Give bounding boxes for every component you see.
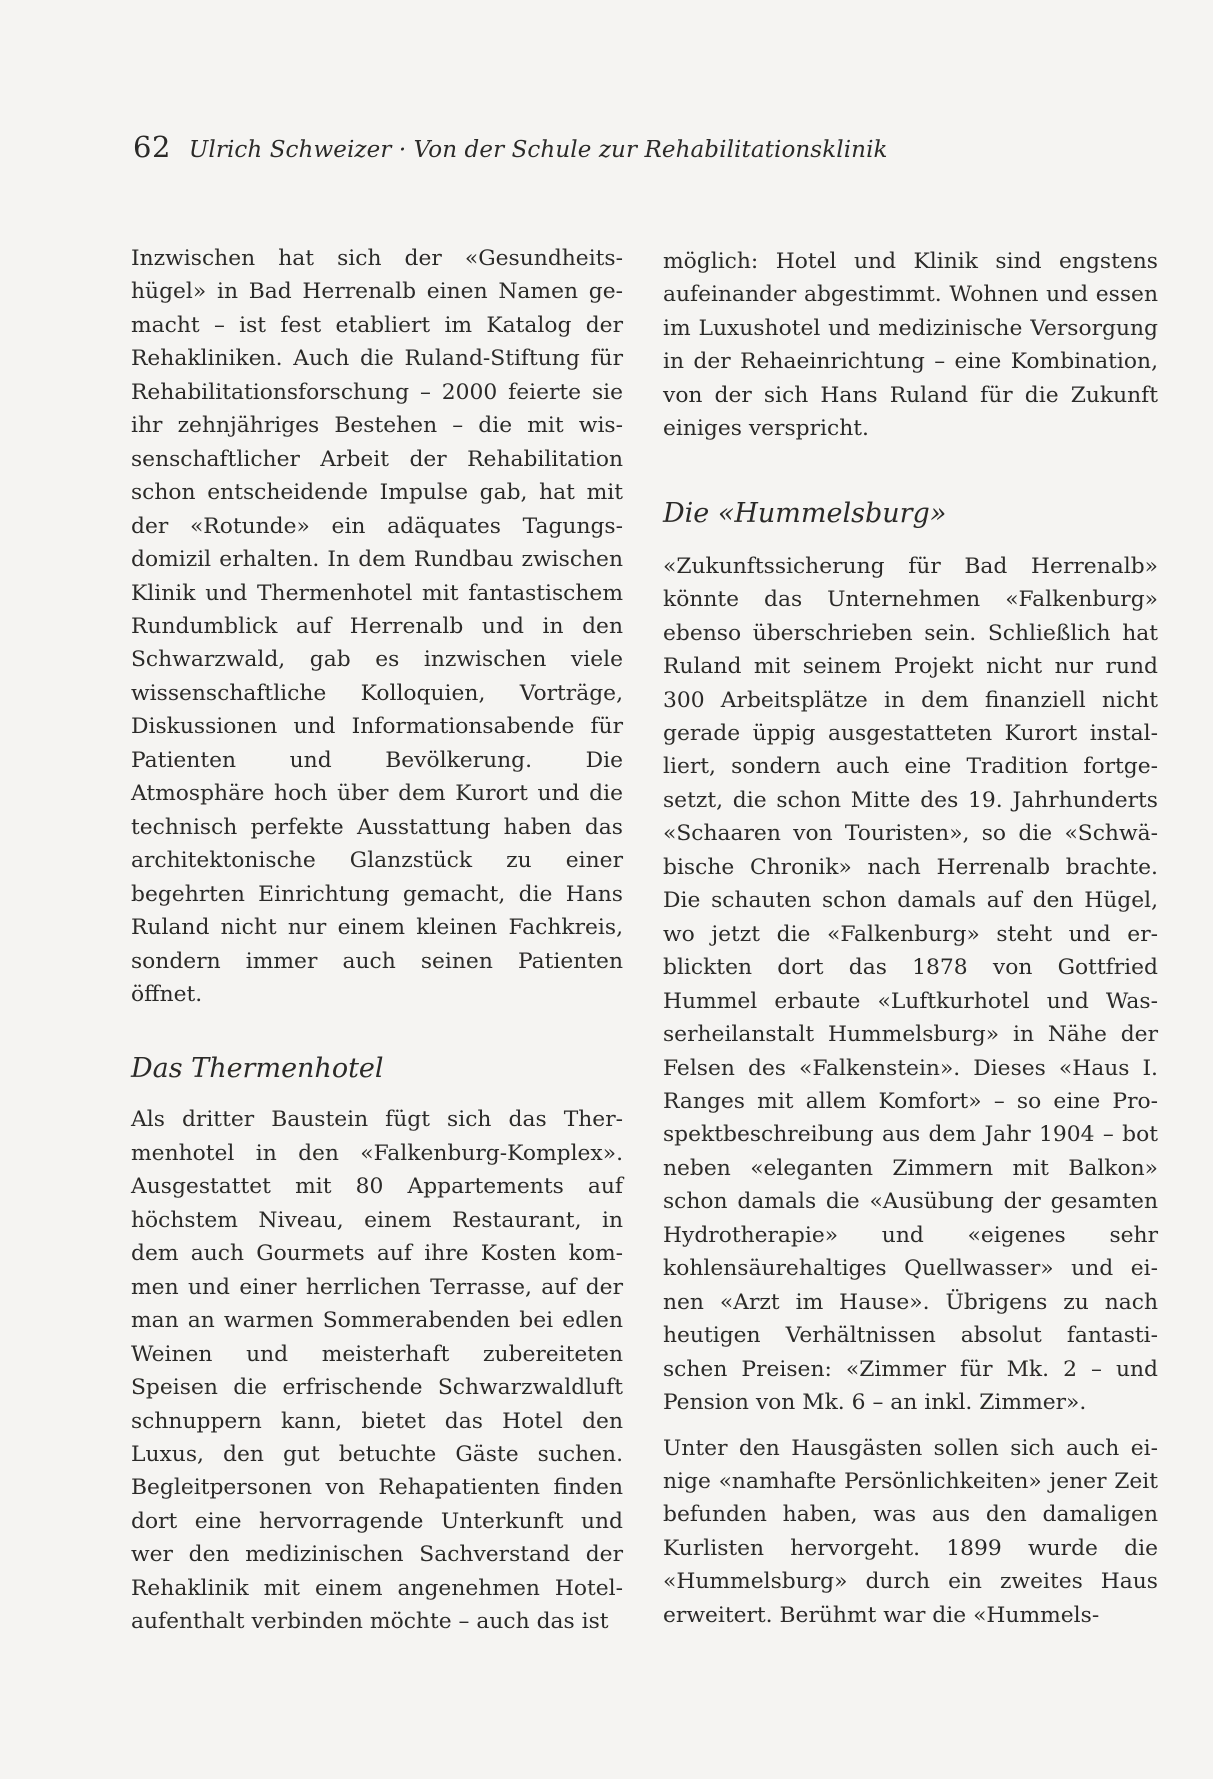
running-head: Ulrich Schweizer · Von der Schule zur Rehabilitationsklinik [188, 137, 888, 163]
page-header [133, 130, 1033, 170]
section-heading-hummelsburg: Die «Hummelsburg» [663, 497, 947, 529]
right-paragraph-3: Unter den Hausgästen sollen sich auch einige «namhafte Persönlichkeiten» jener Zeit befunden haben, was aus den damaligen Kurlisten hervorgeht. 1899 wurde die «Hummelsburg» durch ein zweites Haus erweitert. Berühmt war die «Hummels- [663, 1435, 1158, 1628]
left-column [131, 242, 623, 1639]
right-paragraph-2: «Zukunftssicherung für Bad Herrenalb» könnte das Unternehmen «Falkenburg» ebenso überschrieben sein. Schließlich hat Ruland mit seinem Projekt nicht nur rund 300 Arbeitsplätze in dem finanziell nicht gerade üppig ausgestatteten Kurort installiert, sondern auch eine Tradition fortgesetzt, die schon Mitte des 19. Jahrhunderts «Schaaren von Touristen», so die «Schwäbische Chronik» nach Herrenalb brachte. Die schauten schon damals auf den Hügel, wo jetzt die «Falkenburg» steht und erblickten dort das 1878 von Gottfried Hummel erbaute «Luftkurhotel und Wasserheilanstalt Hummelsburg» in Nähe der Felsen des «Falkenstein». Dieses «Haus I. Ranges mit allem Komfort» – so eine Prospektbeschreibung aus dem Jahr 1904 – bot neben «eleganten Zimmern mit Balkon» schon damals die «Ausübung der gesamten Hydrotherapie» und «eigenes sehr kohlensäurehaltiges Quellwasser» und einen «Arzt im Hause». Übrigens zu nach heutigen Verhältnissen absolut fantastischen Preisen: «Zimmer für Mk. 2 – und Pension von Mk. 6 – an inkl. Zimmer». [663, 553, 1158, 1416]
section-heading-thermenhotel: Das Thermenhotel [131, 1053, 384, 1085]
left-paragraph-1: Inzwischen hat sich der «Gesundheitshügel» in Bad Herrenalb einen Namen gemacht – ist fest etabliert im Katalog der Rehakliniken. Auch die Ruland-Stiftung für Rehabilitationsforschung – 2000 feierte sie ihr zehnjähriges Bestehen – die mit wissenschaftlicher Arbeit der Rehabilitation schon entscheidende Impulse gab, hat mit der «Rotunde» ein adäquates Tagungsdomizil erhalten. In dem Rundbau zwischen Klinik und Thermenhotel mit fantastischem Rundumblick auf Herrenalb und in den Schwarzwald, gab es inzwischen viele wissenschaftliche Kolloquien, Vorträge, Diskussionen und Informationsabende für Patienten und Bevölkerung. Die Atmosphäre hoch über dem Kurort und die technisch perfekte Ausstattung haben das architektonische Glanzstück zu einer begehrten Einrichtung gemacht, die Hans Ruland nicht nur einem kleinen Fachkreis, sondern immer auch seinen Patienten öffnet. [131, 246, 623, 1007]
page-number: 62 [133, 130, 171, 164]
right-paragraph-1: möglich: Hotel und Klinik sind engstens aufeinander abgestimmt. Wohnen und essen im Luxushotel und medizinische Versorgung in der Rehaeinrichtung – eine Kombination, von der sich Hans Ruland für die Zukunft einiges verspricht. [663, 249, 1158, 442]
left-paragraph-2: Als dritter Baustein fügt sich das Thermenhotel in den «Falkenburg-Komplex». Ausgestattet mit 80 Appartements auf höchstem Niveau, einem Restaurant, in dem auch Gourmets auf ihre Kosten kommen und einer herrlichen Terrasse, auf der man an warmen Sommerabenden bei edlen Weinen und meisterhaft zubereiteten Speisen die erfrischende Schwarzwaldluft schnuppern kann, bietet das Hotel den Luxus, den gut betuchte Gäste suchen. Begleitpersonen von Rehapatienten finden dort eine hervorragende Unterkunft und wer den medizinischen Sachverstand der Rehaklinik mit einem angenehmen Hotelaufenthalt verbinden möchte – auch das ist [131, 1107, 623, 1635]
right-column [663, 245, 1158, 1632]
